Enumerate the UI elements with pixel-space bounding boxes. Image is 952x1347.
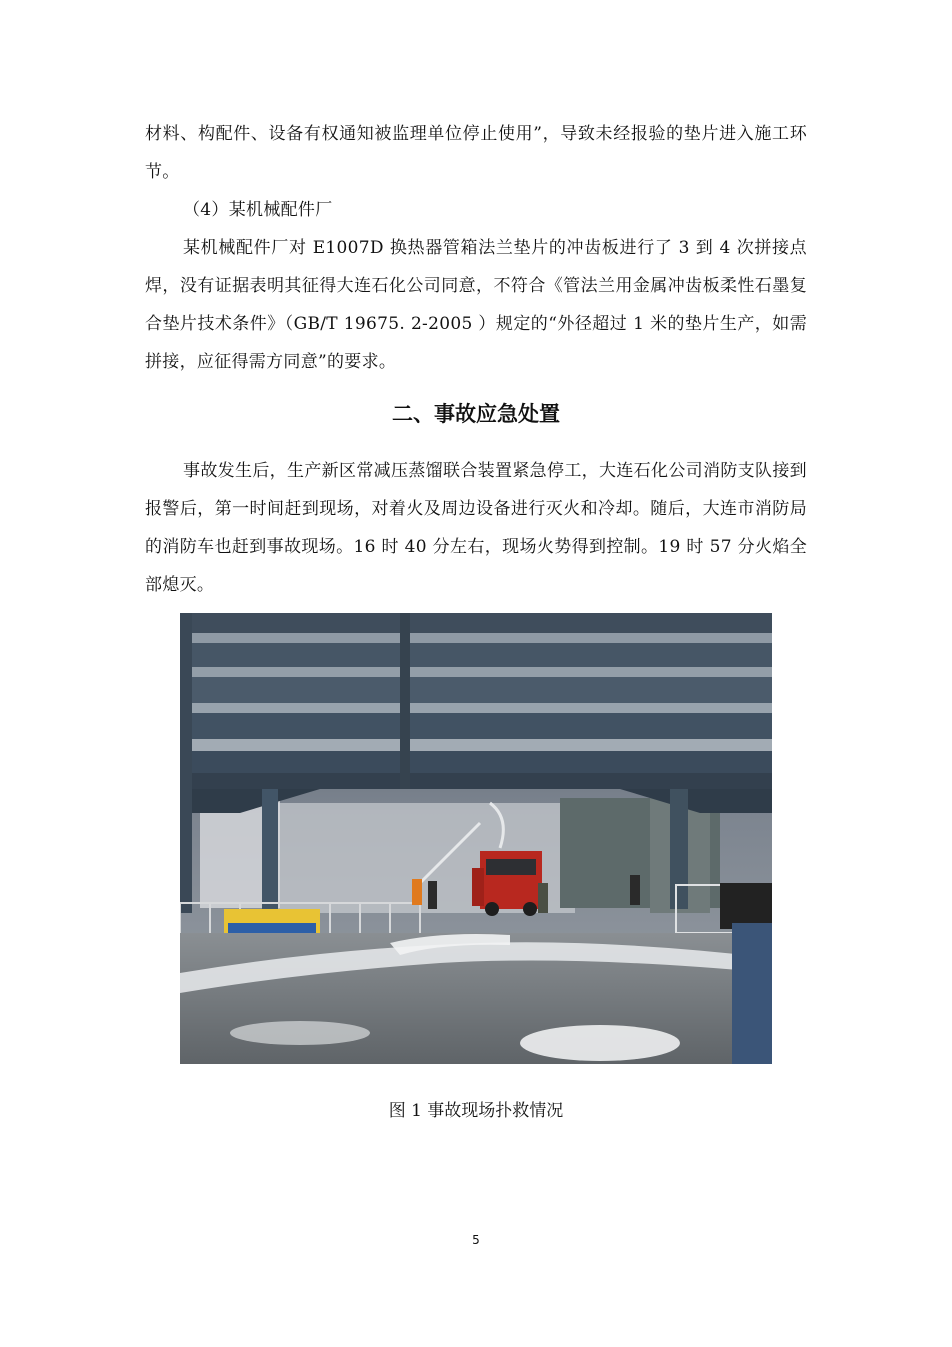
- figure-caption: 图 1 事故现场扑救情况: [388, 1101, 564, 1121]
- subsection-label: （4）某机械配件厂: [183, 200, 333, 220]
- section-heading: 二、事故应急处置: [392, 402, 560, 426]
- fire-scene-illustration: [180, 613, 772, 1064]
- page-number: 5: [472, 1233, 480, 1247]
- figure-photo: [180, 613, 772, 1064]
- paragraph-continuation: 材料、构配件、设备有权通知被监理单位停止使用”，导致未经报验的垫片进入施工环节。: [145, 124, 807, 182]
- paragraph-machinery-factory: 某机械配件厂对 E1007D 换热器管箱法兰垫片的冲齿板进行了 3 到 4 次拼接点焊，没有证据表明其征得大连石化公司同意，不符合《管法兰用金属冲齿板柔性石墨复合垫片技术条件》（GB/T 19675. 2-2005 ）规定的“外径超过 1 米的垫片生产，如需拼接，应征得需方同意”的要求。: [145, 238, 807, 372]
- paragraph-emergency-response: 事故发生后，生产新区常减压蒸馏联合装置紧急停工，大连石化公司消防支队接到报警后，第一时间赶到现场，对着火及周边设备进行灭火和冷却。随后，大连市消防局的消防车也赶到事故现场。16 时 40 分左右，现场火势得到控制。19 时 57 分火焰全部熄灭。: [145, 461, 807, 595]
